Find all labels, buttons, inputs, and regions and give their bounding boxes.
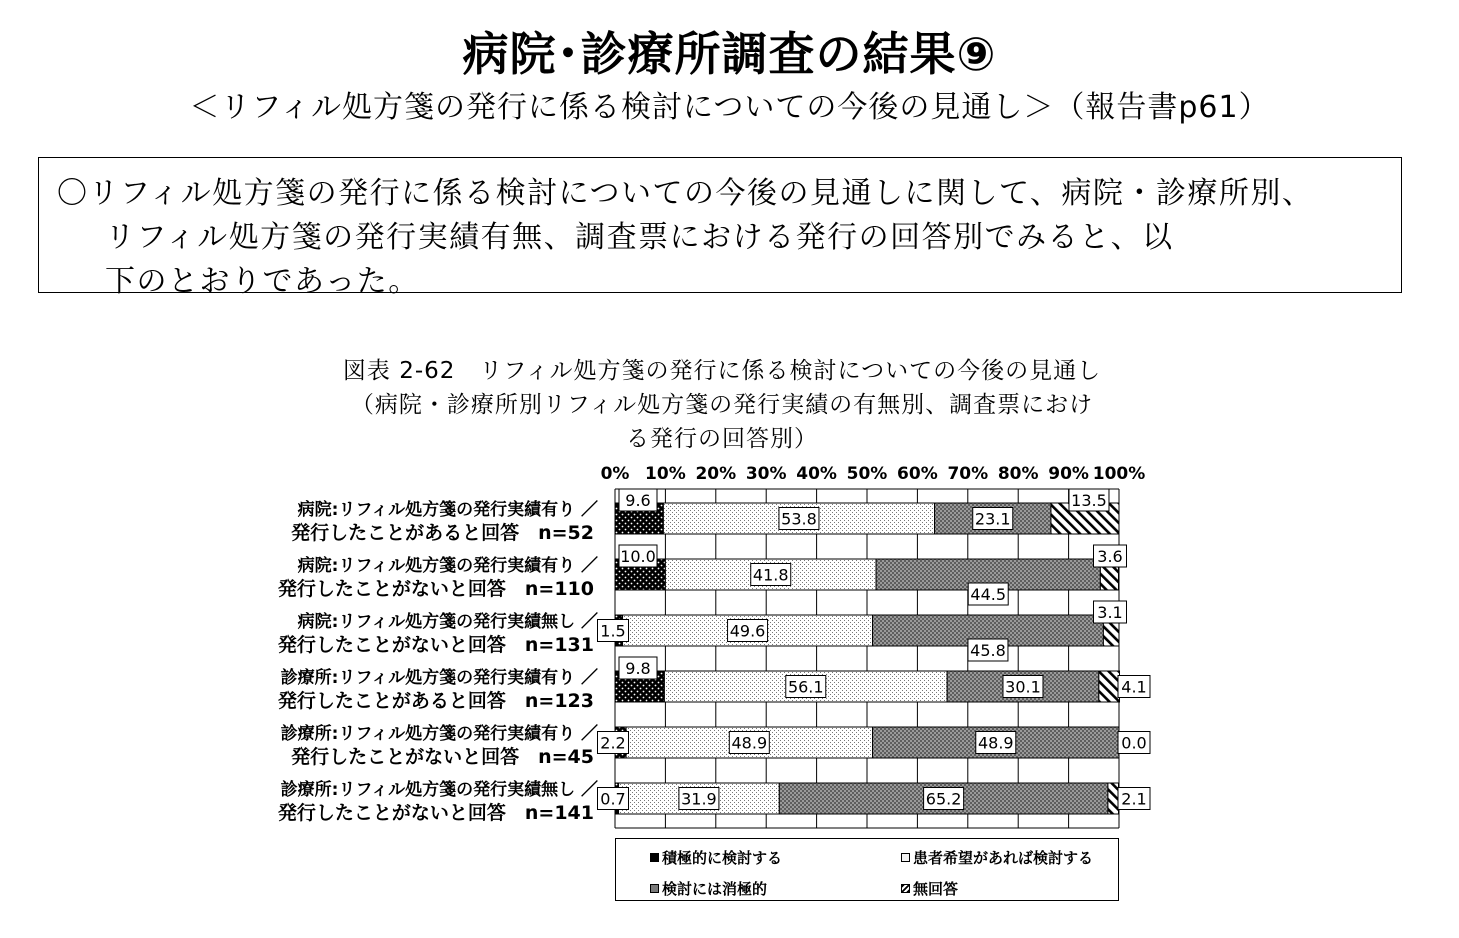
page-title: 病院･診療所調査の結果⑨: [462, 27, 997, 81]
category-label: 診療所:リフィル処方箋の発行実績無し ／: [280, 780, 598, 800]
data-label: 48.9: [977, 733, 1014, 753]
x-tick-label: 10%: [645, 464, 686, 484]
legend-swatch-0: [650, 853, 659, 862]
category-label: 発行したことがないと回答 n=141: [277, 802, 594, 824]
bar-segment: [1099, 671, 1120, 702]
data-label: 2.2: [600, 733, 626, 753]
data-label: 30.1: [1005, 677, 1041, 697]
data-label: 9.6: [625, 491, 651, 510]
summary-line-1: 〇リフィル処方箋の発行に係る検討についての今後の見通しに関して、病院・診療所別、: [57, 176, 1314, 211]
legend-swatch-3: [901, 884, 910, 893]
data-label: 48.9: [731, 733, 768, 753]
data-label: 0.0: [1121, 733, 1147, 753]
data-label: 53.8: [781, 509, 817, 529]
chart-legend: [615, 838, 1119, 901]
data-label: 2.1: [1121, 789, 1147, 809]
x-tick-label: 80%: [997, 464, 1039, 484]
category-label: 発行したことがないと回答 n=45: [291, 746, 594, 768]
data-label: 49.6: [729, 621, 766, 641]
legend-swatch-1: [901, 853, 910, 862]
chart-title-line-2: （病院・診療所別リフィル処方箋の発行実績の有無別、調査票におけ: [350, 392, 1094, 418]
category-label: 病院:リフィル処方箋の発行実績有り ／: [297, 500, 598, 520]
x-tick-label: 100%: [1092, 464, 1146, 484]
x-tick-label: 60%: [897, 464, 938, 484]
summary-line-3: 下のとおりであった。: [105, 264, 420, 299]
data-label: 0.7: [600, 789, 626, 809]
category-label: 発行したことがあると回答 n=123: [277, 690, 594, 712]
legend-item-3: [901, 878, 958, 899]
data-label: 45.8: [970, 641, 1006, 660]
chart-title-line-3: る発行の回答別）: [626, 426, 818, 452]
x-tick-label: 50%: [846, 464, 888, 484]
data-label: 1.5: [600, 621, 626, 641]
legend-swatch-2: [650, 884, 659, 893]
data-label: 3.1: [1097, 603, 1123, 622]
x-tick-label: 20%: [695, 464, 737, 484]
category-label: 発行したことがないと回答 n=110: [277, 578, 594, 600]
x-tick-label: 40%: [796, 464, 837, 484]
data-label: 3.6: [1097, 547, 1123, 566]
legend-label-3: 無回答: [913, 880, 959, 898]
chart-title-line-1: 図表 2-62 リフィル処方箋の発行に係る検討についての今後の見通し: [342, 358, 1102, 384]
category-label: 診療所:リフィル処方箋の発行実績有り ／: [280, 668, 598, 688]
legend-item-2: [650, 878, 767, 899]
data-label: 31.9: [681, 789, 717, 809]
x-tick-label: 90%: [1048, 464, 1089, 484]
bar-segment: [1108, 783, 1119, 814]
data-label: 9.8: [625, 659, 651, 678]
summary-line-2: リフィル処方箋の発行実績有無、調査票における発行の回答別でみると、以: [105, 220, 1174, 255]
category-label: 病院:リフィル処方箋の発行実績無し ／: [297, 612, 598, 632]
category-label: 発行したことがないと回答 n=131: [277, 634, 594, 656]
data-label: 4.1: [1121, 677, 1147, 697]
page-subtitle: ＜リフィル処方箋の発行に係る検討についての今後の見通し＞（報告書p61）: [189, 90, 1270, 125]
legend-label-0: 積極的に検討する: [662, 849, 783, 867]
data-label: 44.5: [970, 585, 1007, 604]
data-label: 65.2: [925, 789, 962, 809]
category-label: 病院:リフィル処方箋の発行実績有り ／: [297, 556, 598, 576]
x-tick-label: 70%: [947, 464, 989, 484]
legend-label-1: 患者希望があれば検討する: [913, 849, 1094, 867]
x-tick-label: 30%: [745, 464, 787, 484]
legend-item-0: [650, 847, 782, 868]
category-label: 診療所:リフィル処方箋の発行実績有り ／: [280, 724, 598, 744]
legend-item-1: [901, 847, 1093, 868]
data-label: 13.5: [1071, 491, 1107, 510]
x-tick-label: 0%: [600, 464, 630, 484]
data-label: 10.0: [620, 547, 656, 566]
data-label: 41.8: [752, 565, 789, 585]
data-label: 23.1: [974, 509, 1011, 529]
data-label: 56.1: [787, 677, 824, 697]
legend-label-2: 検討には消極的: [662, 880, 768, 898]
category-label: 発行したことがあると回答 n=52: [291, 522, 594, 544]
